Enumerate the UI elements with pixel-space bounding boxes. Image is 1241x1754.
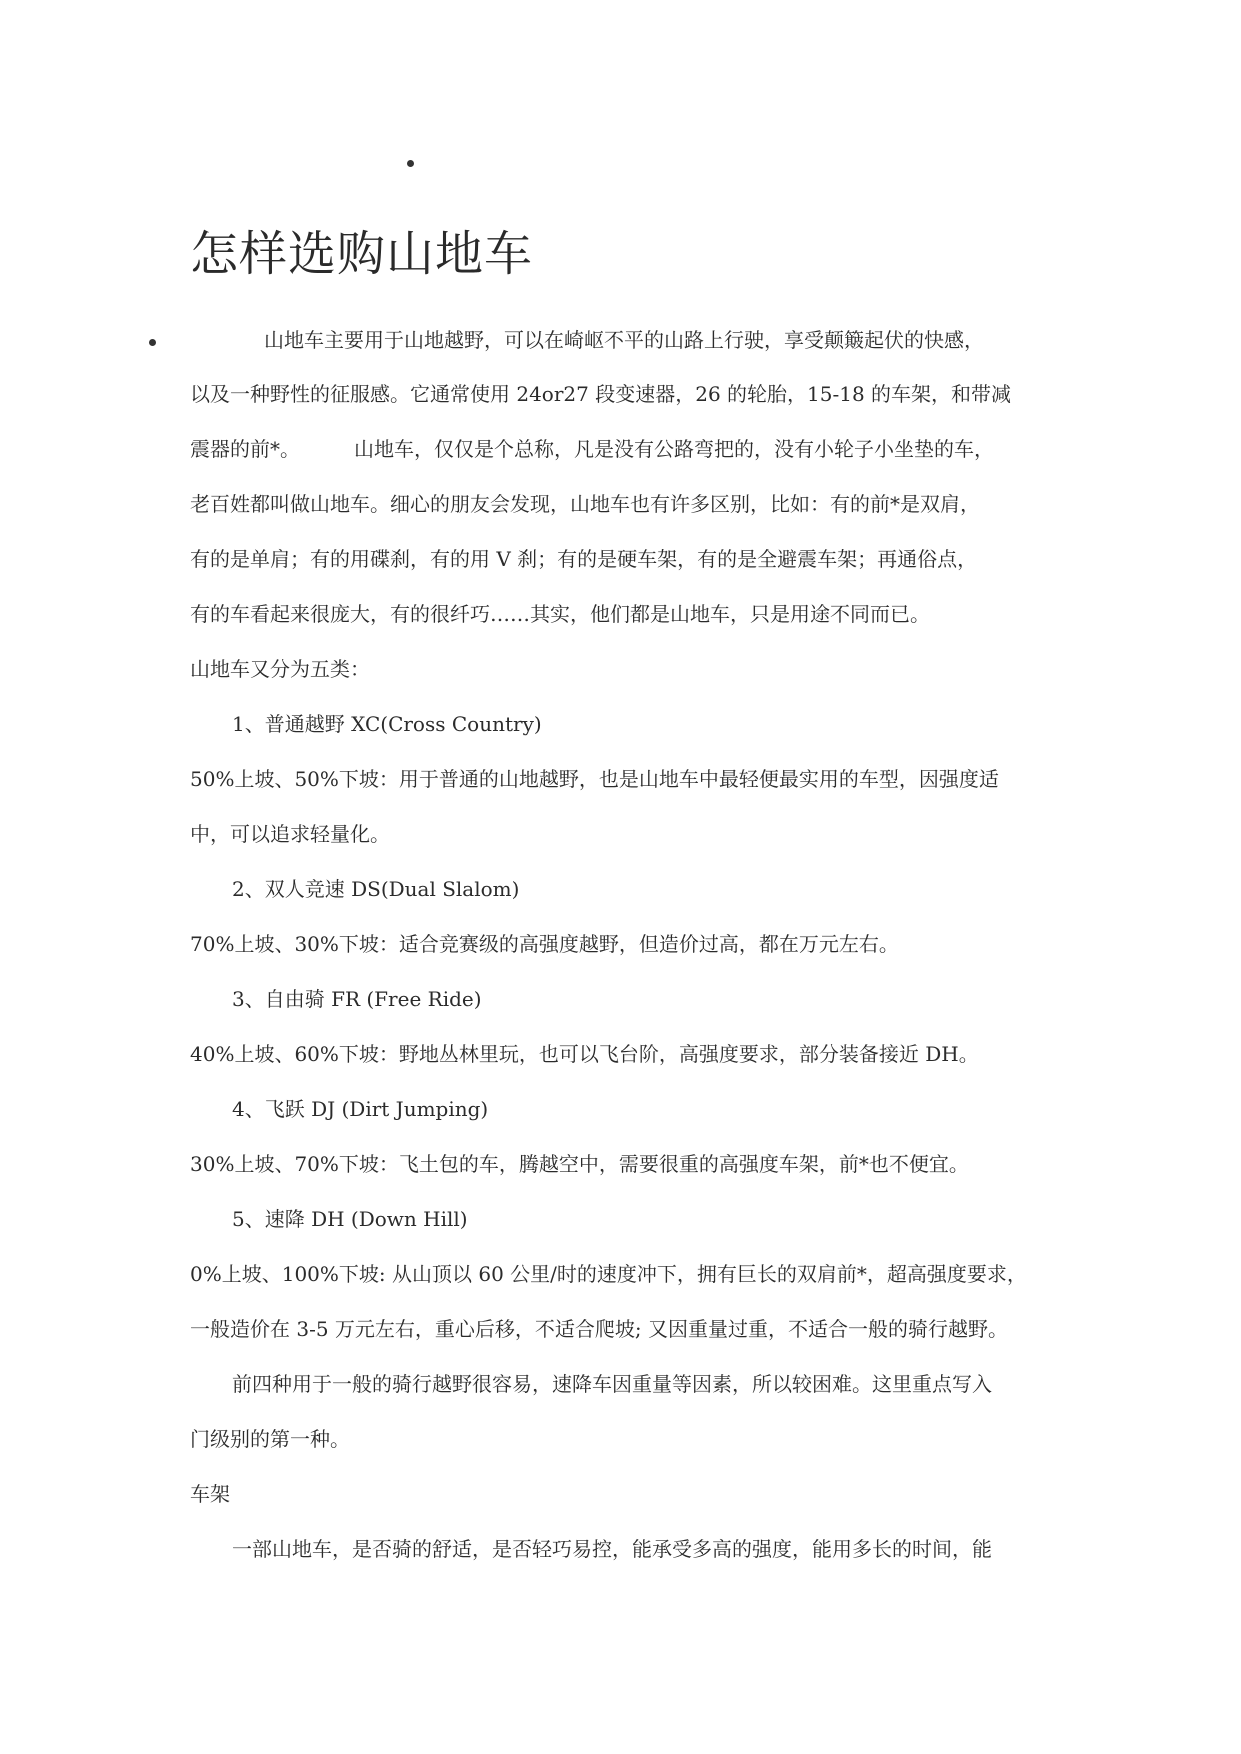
class-1-desc-cont: 中，可以追求轻量化。 bbox=[190, 822, 390, 846]
class-4-desc: 30%上坡、70%下坡：飞土包的车，腾越空中，需要很重的高强度车架，前*也不便宜。 bbox=[190, 1152, 969, 1176]
intro-line-5: 有的是单肩；有的用碟刹，有的用 V 刹；有的是硬车架，有的是全避震车架；再通俗点， bbox=[190, 547, 978, 571]
class-1-name: 1、普通越野 XC(Cross Country) bbox=[232, 712, 542, 736]
section-heading-frame: 车架 bbox=[190, 1482, 230, 1506]
classes-heading: 山地车又分为五类： bbox=[190, 657, 370, 681]
section-text: 一部山地车，是否骑的舒适，是否轻巧易控，能承受多高的强度，能用多长的时间，能 bbox=[232, 1537, 992, 1561]
class-2-name: 2、双人竞速 DS(Dual Slalom) bbox=[232, 877, 520, 901]
bullet-top bbox=[407, 160, 414, 167]
page-title: 怎样选购山地车 bbox=[190, 226, 534, 282]
class-2-desc: 70%上坡、30%下坡：适合竞赛级的高强度越野，但造价过高，都在万元左右。 bbox=[190, 932, 899, 956]
class-4-name: 4、飞跃 DJ (Dirt Jumping) bbox=[232, 1097, 489, 1121]
intro-line-4: 老百姓都叫做山地车。细心的朋友会发现，山地车也有许多区别，比如：有的前*是双肩， bbox=[190, 492, 980, 516]
class-1-desc: 50%上坡、50%下坡：用于普通的山地越野，也是山地车中最轻便最实用的车型，因强度适 bbox=[190, 767, 999, 791]
intro-line-3b: 山地车，仅仅是个总称，凡是没有公路弯把的，没有小轮子小坐垫的车， bbox=[354, 437, 994, 461]
intro-line-2: 以及一种野性的征服感。它通常使用 24or27 段变速器，26 的轮胎，15-18 的车架，和带减 bbox=[190, 382, 1012, 406]
class-5-desc: 0%上坡、100%下坡: 从山顶以 60 公里/时的速度冲下，拥有巨长的双肩前*，超高强度要求， bbox=[190, 1262, 1027, 1286]
intro-line-1: 山地车主要用于山地越野，可以在崎岖不平的山路上行驶，享受颠簸起伏的快感， bbox=[264, 328, 984, 352]
bullet-intro bbox=[149, 339, 156, 346]
class-3-name: 3、自由骑 FR (Free Ride) bbox=[232, 987, 482, 1011]
intro-line-3a: 震器的前*。 bbox=[190, 437, 300, 461]
summary-line-2: 门级别的第一种。 bbox=[190, 1427, 350, 1451]
class-3-desc: 40%上坡、60%下坡：野地丛林里玩，也可以飞台阶，高强度要求，部分装备接近 DH。 bbox=[190, 1042, 979, 1066]
summary-line-1: 前四种用于一般的骑行越野很容易，速降车因重量等因素，所以较困难。这里重点写入 bbox=[232, 1372, 992, 1396]
class-5-name: 5、速降 DH (Down Hill) bbox=[232, 1207, 468, 1231]
class-5-desc-cont: 一般造价在 3-5 万元左右，重心后移，不适合爬坡; 又因重量过重，不适合一般的骑行越野。 bbox=[190, 1317, 1009, 1341]
intro-line-6: 有的车看起来很庞大，有的很纤巧……其实，他们都是山地车，只是用途不同而已。 bbox=[190, 602, 930, 626]
